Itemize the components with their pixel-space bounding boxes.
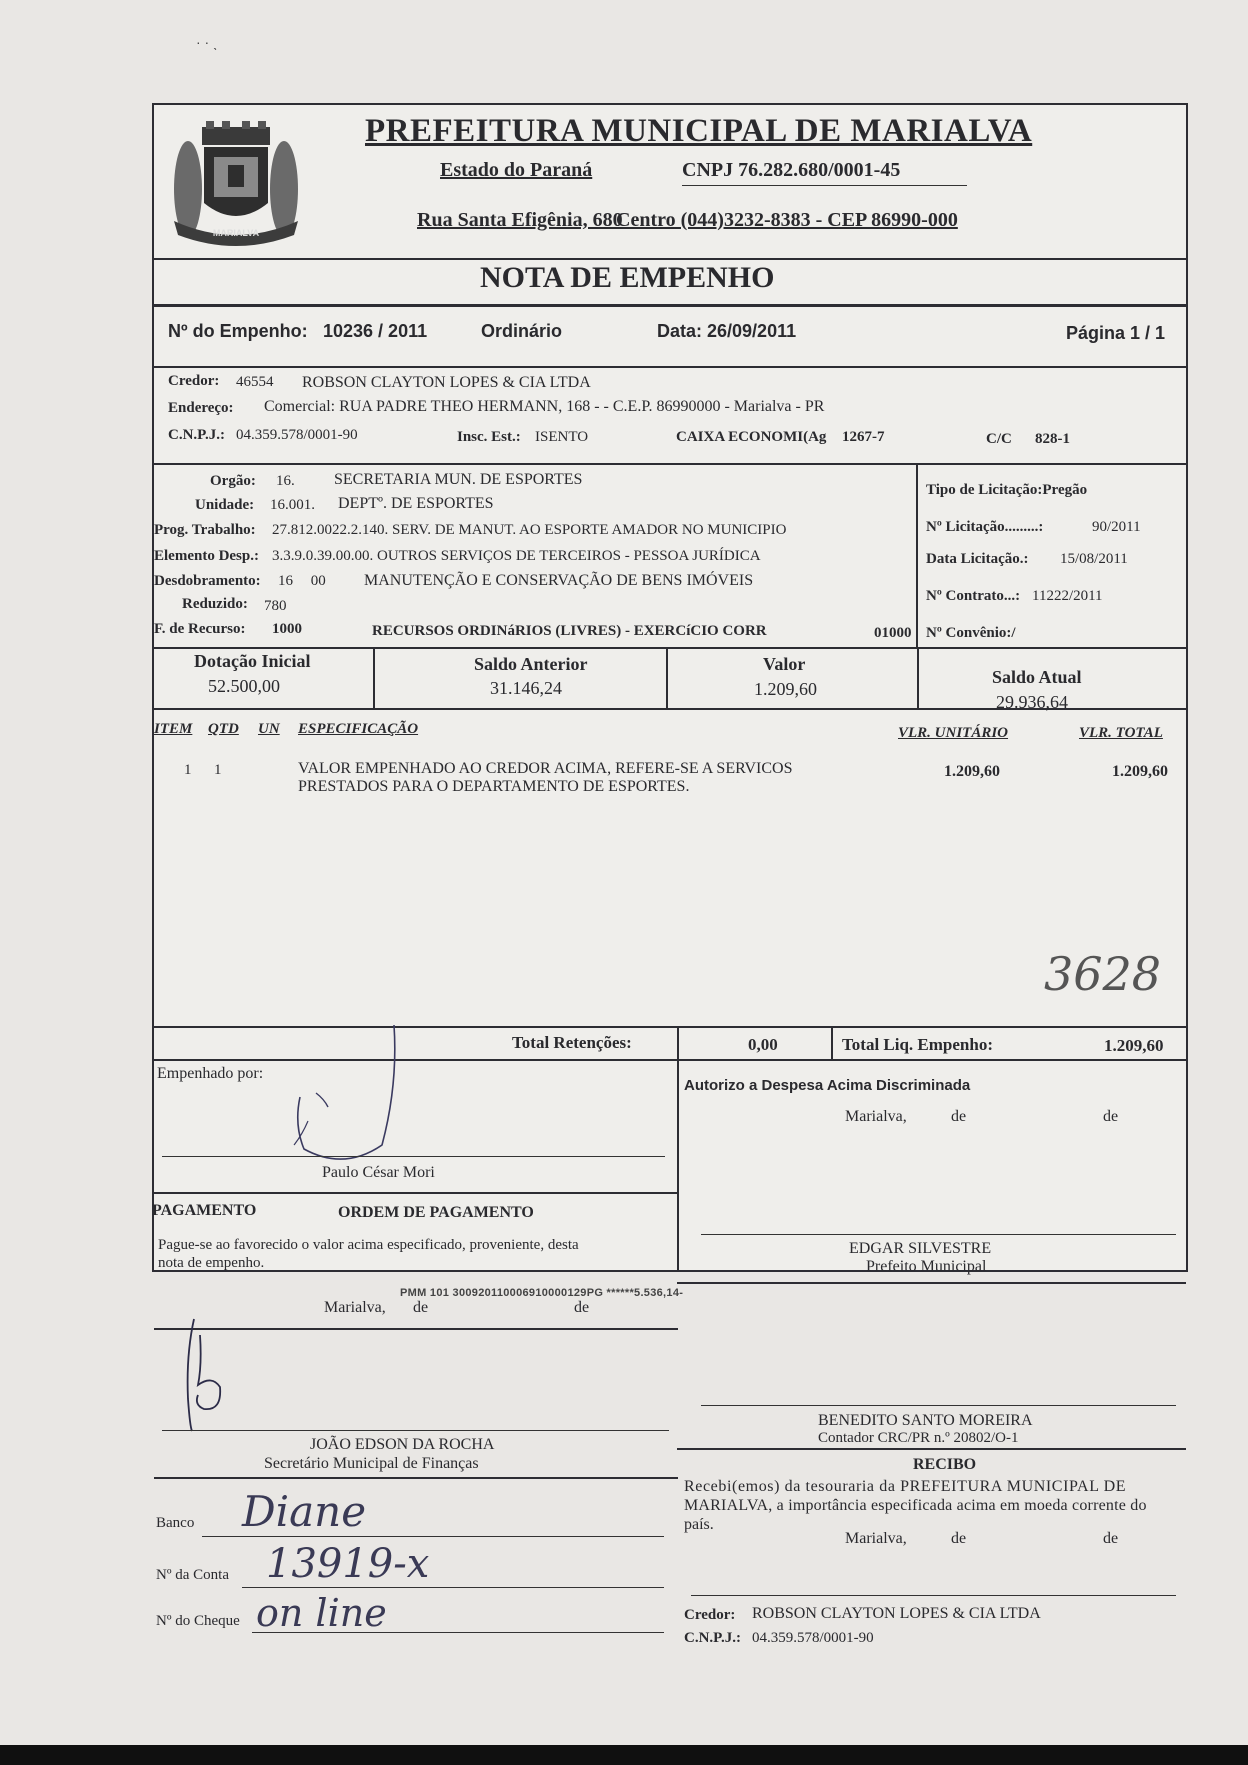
- banco-label: Banco: [156, 1515, 195, 1531]
- svg-text:MARIALVA: MARIALVA: [212, 228, 260, 238]
- empenhado-label: Empenhado por:: [157, 1065, 264, 1082]
- item-total-value: 1.209,60: [1112, 763, 1168, 780]
- cc-label: C/C: [986, 431, 1012, 447]
- page-title: PREFEITURA MUNICIPAL DE MARIALVA: [365, 113, 1033, 149]
- street-address: Rua Santa Efigênia, 680: [417, 209, 623, 231]
- recurso-label: F. de Recurso:: [154, 621, 246, 637]
- cheque-label: Nº do Cheque: [156, 1613, 240, 1629]
- credor-cnpj: 04.359.578/0001-90: [236, 427, 358, 443]
- recurso-code: 1000: [272, 621, 302, 637]
- address-label: Endereço:: [168, 400, 234, 416]
- empenhado-name: Paulo César Mori: [322, 1164, 435, 1181]
- secretario-role: Secretário Municipal de Finanças: [264, 1455, 479, 1472]
- recibo-credor: ROBSON CLAYTON LOPES & CIA LTDA: [752, 1605, 1041, 1622]
- orgao-label: Orgão:: [210, 473, 256, 489]
- credor-code: 46554: [236, 374, 274, 390]
- item-qtd: 1: [214, 762, 222, 778]
- conta-label: Nº da Conta: [156, 1567, 229, 1583]
- saldo-anterior-label: Saldo Anterior: [474, 654, 588, 674]
- autorizo-city: Marialva,: [845, 1108, 907, 1125]
- item-spec-line-1: VALOR EMPENHADO AO CREDOR ACIMA, REFERE-SE A SERVICOS: [298, 760, 793, 777]
- elem-value: 3.3.9.0.39.00.00. OUTROS SERVIÇOS DE TERCEIROS - PESSOA JURÍDICA: [272, 548, 761, 564]
- recibo-title: RECIBO: [913, 1456, 977, 1473]
- licitacao-data-label: Data Licitação.:: [926, 551, 1029, 567]
- secretario-name: JOÃO EDSON DA ROCHA: [310, 1436, 495, 1453]
- page-number: Página 1 / 1: [1066, 323, 1166, 343]
- convenio: Nº Convênio:/: [926, 625, 1016, 641]
- footer-code: PMM 101 300920110006910000129PG ******5.536,14-: [400, 1287, 684, 1299]
- col-un: UN: [258, 721, 280, 737]
- valor-value: 1.209,60: [754, 679, 817, 699]
- item-number: 1: [184, 762, 192, 778]
- autorizo-de-2: de: [1103, 1108, 1119, 1125]
- item-spec-line-2: PRESTADOS PARA O DEPARTAMENTO DE ESPORTES.: [298, 778, 690, 795]
- contador-name: BENEDITO SANTO MOREIRA: [818, 1412, 1033, 1429]
- dotacao-value: 52.500,00: [208, 676, 280, 696]
- saldo-atual-label: Saldo Atual: [992, 667, 1082, 687]
- desd-name: MANUTENÇÃO E CONSERVAÇÃO DE BENS IMÓVEIS: [364, 572, 754, 589]
- credor-label: Credor:: [168, 373, 220, 389]
- contact-info: Centro (044)3232-8383 - CEP 86990-000: [616, 209, 958, 231]
- saldo-atual-value: 29.936,64: [996, 692, 1068, 712]
- col-qtd: QTD: [208, 721, 239, 737]
- insc-label: Insc. Est.:: [457, 429, 521, 445]
- empenho-date: Data: 26/09/2011: [657, 321, 797, 341]
- recibo-cnpj-label: C.N.P.J.:: [684, 1630, 741, 1646]
- total-liq-value: 1.209,60: [1104, 1036, 1164, 1055]
- ordem-pagamento-label: ORDEM DE PAGAMENTO: [338, 1204, 534, 1221]
- cnpj-label: C.N.P.J.:: [168, 427, 225, 443]
- autorizo-text: Autorizo a Despesa Acima Discriminada: [684, 1077, 971, 1094]
- dotacao-label: Dotação Inicial: [194, 651, 311, 671]
- unidade-name: DEPTº. DE ESPORTES: [338, 495, 494, 512]
- prog-label: Prog. Trabalho:: [154, 522, 256, 538]
- recurso-code-2: 01000: [874, 625, 912, 641]
- empenho-number: 10236 / 2011: [323, 321, 428, 341]
- pagamento-de-2: de: [574, 1299, 590, 1316]
- contrato-label: Nº Contrato...:: [926, 588, 1021, 604]
- banco-value: Diane: [242, 1487, 367, 1536]
- desd-code: 16 00: [278, 573, 326, 589]
- col-vlr-total: VLR. TOTAL: [1079, 725, 1163, 741]
- recibo-credor-label: Credor:: [684, 1607, 736, 1623]
- bank-name: CAIXA ECONOMI(Ag: [676, 429, 827, 445]
- licitacao-data: 15/08/2011: [1060, 551, 1128, 567]
- total-liq-label: Total Liq. Empenho:: [842, 1035, 993, 1054]
- prog-value: 27.812.0022.2.140. SERV. DE MANUT. AO ESPORTE AMADOR NO MUNICIPIO: [272, 522, 787, 538]
- secretario-signature: [172, 1315, 232, 1435]
- recibo-line-2: MARIALVA, a importância especificada acima em moeda corrente do: [684, 1497, 1147, 1514]
- pagamento-label: PAGAMENTO: [152, 1202, 257, 1219]
- cheque-value: on line: [256, 1591, 387, 1635]
- recibo-city: Marialva,: [845, 1530, 907, 1547]
- empenho-type: Ordinário: [481, 321, 563, 341]
- item-unit-value: 1.209,60: [944, 763, 1000, 780]
- unidade-code: 16.001.: [270, 497, 315, 513]
- licitacao-tipo: Tipo de Licitação:Pregão: [926, 482, 1088, 498]
- document-title: NOTA DE EMPENHO: [480, 261, 775, 294]
- state-name: Estado do Paraná: [440, 159, 593, 181]
- total-retencoes-label: Total Retenções:: [512, 1033, 632, 1052]
- pen-stroke: [264, 1025, 424, 1175]
- valor-label: Valor: [763, 654, 806, 674]
- recibo-cnpj: 04.359.578/0001-90: [752, 1630, 874, 1646]
- recibo-line-3: país.: [684, 1516, 714, 1533]
- desd-label: Desdobramento:: [154, 573, 261, 589]
- pagamento-city: Marialva,: [324, 1299, 386, 1316]
- prefeito-role: Prefeito Municipal: [866, 1258, 987, 1275]
- credor-address: Comercial: RUA PADRE THEO HERMANN, 168 - - C.E.P. 86990000 - Marialva - PR: [264, 398, 825, 415]
- cnpj-header: CNPJ 76.282.680/0001-45: [682, 159, 901, 181]
- prefeito-name: EDGAR SILVESTRE: [849, 1240, 992, 1257]
- recibo-de-2: de: [1103, 1530, 1119, 1547]
- licitacao-numero-label: Nº Licitação.........:: [926, 519, 1044, 535]
- credor-name: ROBSON CLAYTON LOPES & CIA LTDA: [302, 374, 591, 391]
- licitacao-numero: 90/2011: [1092, 519, 1141, 535]
- unidade-label: Unidade:: [195, 497, 255, 513]
- bank-agency: 1267-7: [842, 429, 885, 445]
- orgao-name: SECRETARIA MUN. DE ESPORTES: [334, 471, 583, 488]
- empenho-label: Nº do Empenho:: [168, 321, 308, 341]
- col-especificacao: ESPECIFICAÇÃO: [298, 721, 419, 737]
- scan-speck: · · ˎ: [196, 34, 218, 50]
- handwritten-number: 3628: [1044, 947, 1162, 1001]
- contador-role: Contador CRC/PR n.º 20802/O-1: [818, 1430, 1019, 1446]
- orgao-code: 16.: [276, 473, 295, 489]
- elem-label: Elemento Desp.:: [154, 548, 259, 564]
- scan-edge: [0, 1745, 1248, 1765]
- pague-line-2: nota de empenho.: [158, 1255, 265, 1271]
- reduzido-label: Reduzido:: [182, 596, 248, 612]
- col-vlr-unitario: VLR. UNITÁRIO: [898, 725, 1009, 741]
- recibo-line-1: Recebi(emos) da tesouraria da PREFEITURA MUNICIPAL DE: [684, 1478, 1127, 1495]
- conta-value: 13919-x: [266, 1541, 430, 1587]
- reduzido-value: 780: [264, 598, 287, 614]
- cc-number: 828-1: [1035, 431, 1070, 447]
- recibo-de-1: de: [951, 1530, 967, 1547]
- total-retencoes-value: 0,00: [748, 1035, 778, 1054]
- municipal-crest-icon: [166, 117, 306, 251]
- col-item: ITEM: [154, 721, 193, 737]
- contrato-value: 11222/2011: [1032, 588, 1103, 604]
- insc-value: ISENTO: [535, 429, 589, 445]
- saldo-anterior-value: 31.146,24: [490, 678, 562, 698]
- pague-line-1: Pague-se ao favorecido o valor acima especificado, proveniente, desta: [158, 1237, 579, 1253]
- recurso-name: RECURSOS ORDINáRIOS (LIVRES) - EXERCíCIO CORR: [372, 623, 767, 639]
- pagamento-de-1: de: [413, 1299, 429, 1316]
- autorizo-de-1: de: [951, 1108, 967, 1125]
